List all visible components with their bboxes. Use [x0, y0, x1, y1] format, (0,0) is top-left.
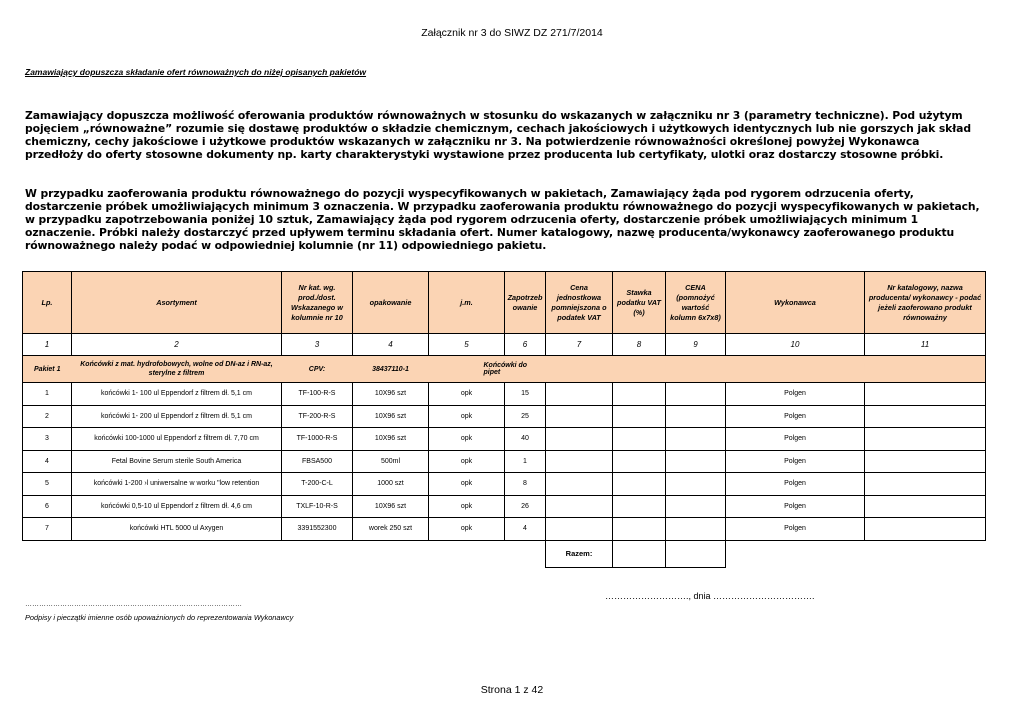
row-packaging: 500ml: [353, 450, 429, 473]
table-row: [23, 428, 986, 451]
header-cell: Asortyment: [72, 272, 282, 334]
row-asortyment: końcówki 0,5-10 ul Eppendorf z filtrem dł. 4,6 cm: [72, 495, 282, 518]
row-unit-price[interactable]: [546, 473, 613, 496]
package-empty-cell: [865, 356, 986, 383]
package-empty-cell: [546, 356, 613, 383]
row-unit: opk: [429, 383, 505, 406]
column-number: 11: [865, 334, 986, 356]
row-price[interactable]: [666, 383, 726, 406]
row-unit: opk: [429, 428, 505, 451]
row-catalog-number: 3391552300: [282, 518, 353, 541]
row-packaging: 10X96 szt: [353, 383, 429, 406]
row-contractor: Polgen: [726, 428, 865, 451]
row-catalog-number: FBSA500: [282, 450, 353, 473]
total-spacer: [726, 540, 986, 567]
row-quantity: 40: [505, 428, 546, 451]
total-price-cell[interactable]: [666, 540, 726, 567]
header-cell: Nr kat. wg. prod./dost. Wskazanego w kolumnie nr 10: [282, 272, 353, 334]
column-number: 4: [353, 334, 429, 356]
header-cell: Nr katalogowy, nazwa producenta/ wykonawcy - podać jeżeli zaoferowano produkt równoważny: [865, 272, 986, 334]
row-packaging: 1000 szt: [353, 473, 429, 496]
row-contractor: Polgen: [726, 518, 865, 541]
row-quantity: 8: [505, 473, 546, 496]
table-row: [23, 518, 986, 541]
samples-paragraph: W przypadku zaoferowania produktu równoważnego do pozycji wyspecyfikowanych w pakietach, Zamawiający żąda pod rygorem odrzucenia oferty, dostarczenie próbek umożliwiających minimum 3 oznaczenia. W przypadku zaoferowania produktu równoważnego do pozycji wyspecyfikowanych w pakietach, w przypadku zapotrzebowania poniżej 10 sztuk, Zamawiający żąda pod rygorem odrzucenia oferty, dostarczenie próbek umożliwiających minimum 1 oznaczenie. Próbki należy dostarczyć przed upływem terminu składania ofert. Numer katalogowy, nazwę producenta/wykonawcy zaoferowanego produktu równoważnego należy podać w odpowiedniej kolumnie (nr 11) odpowiedniego pakietu.: [25, 187, 980, 252]
column-number: 1: [23, 334, 72, 356]
row-equivalent-catalog[interactable]: [865, 405, 986, 428]
row-vat-rate[interactable]: [613, 405, 666, 428]
table-row: [23, 405, 986, 428]
header-cell: Stawka podatku VAT (%): [613, 272, 666, 334]
row-contractor: Polgen: [726, 383, 865, 406]
row-contractor: Polgen: [726, 495, 865, 518]
row-unit-price[interactable]: [546, 450, 613, 473]
package-row: [23, 356, 986, 383]
row-packaging: worek 250 szt: [353, 518, 429, 541]
package-empty-cell: [666, 356, 726, 383]
row-asortyment: końcówki 1- 100 ul Eppendorf z filtrem dł. 5,1 cm: [72, 383, 282, 406]
row-asortyment: końcówki 1- 200 ul Eppendorf z filtrem dł. 5,1 cm: [72, 405, 282, 428]
header-cell: Cena jednostkowa pomniejszona o podatek VAT: [546, 272, 613, 334]
header-cell: CENA (pomnożyć wartość kolumn 6x7x8): [666, 272, 726, 334]
row-catalog-number: T-200-C-L: [282, 473, 353, 496]
column-number-row: [23, 334, 986, 356]
row-equivalent-catalog[interactable]: [865, 473, 986, 496]
row-asortyment: końcówki HTL 5000 ul Axygen: [72, 518, 282, 541]
row-lp: 4: [23, 450, 72, 473]
row-lp: 3: [23, 428, 72, 451]
row-catalog-number: TXLF-10-R-S: [282, 495, 353, 518]
row-quantity: 4: [505, 518, 546, 541]
row-unit-price[interactable]: [546, 518, 613, 541]
total-row: [23, 540, 986, 567]
row-packaging: 10X96 szt: [353, 495, 429, 518]
row-vat-rate[interactable]: [613, 450, 666, 473]
row-lp: 5: [23, 473, 72, 496]
row-price[interactable]: [666, 495, 726, 518]
cpv-label: CPV:: [282, 356, 353, 383]
row-catalog-number: TF-200-R-S: [282, 405, 353, 428]
row-price[interactable]: [666, 473, 726, 496]
package-name: Końcówki z mat. hydrofobowych, wolne od DN-az i RN-az, sterylne z filtrem: [72, 356, 282, 383]
column-number: 2: [72, 334, 282, 356]
row-equivalent-catalog[interactable]: [865, 428, 986, 451]
row-asortyment: końcówki 1-200 ›l uniwersalne w worku "low retention: [72, 473, 282, 496]
row-vat-rate[interactable]: [613, 495, 666, 518]
row-price[interactable]: [666, 428, 726, 451]
header-cell: j.m.: [429, 272, 505, 334]
column-number: 3: [282, 334, 353, 356]
row-catalog-number: TF-100-R-S: [282, 383, 353, 406]
header-cell: Wykonawca: [726, 272, 865, 334]
row-packaging: 10X96 szt: [353, 428, 429, 451]
row-lp: 1: [23, 383, 72, 406]
row-vat-rate[interactable]: [613, 383, 666, 406]
row-vat-rate[interactable]: [613, 518, 666, 541]
row-equivalent-catalog[interactable]: [865, 495, 986, 518]
package-empty-cell: [726, 356, 865, 383]
page-number: Strona 1 z 42: [480, 684, 544, 696]
row-vat-rate[interactable]: [613, 428, 666, 451]
row-quantity: 25: [505, 405, 546, 428]
total-spacer: [23, 540, 546, 567]
package-empty-cell: [613, 356, 666, 383]
column-number: 5: [429, 334, 505, 356]
table-row: [23, 450, 986, 473]
signature-line: …………………………………………………………………………………: [25, 601, 242, 608]
row-unit-price[interactable]: [546, 428, 613, 451]
table-row: [23, 383, 986, 406]
row-unit-price[interactable]: [546, 383, 613, 406]
row-unit: opk: [429, 495, 505, 518]
row-vat-rate[interactable]: [613, 473, 666, 496]
total-label: Razem:: [546, 540, 613, 567]
row-quantity: 15: [505, 383, 546, 406]
row-unit-price[interactable]: [546, 405, 613, 428]
section-subheading: Zamawiający dopuszcza składanie ofert równoważnych do niżej opisanych pakietów: [25, 67, 367, 77]
table-row: [23, 495, 986, 518]
total-vat-cell: [613, 540, 666, 567]
row-catalog-number: TF-1000-R-S: [282, 428, 353, 451]
table-header-row: [23, 272, 986, 334]
row-quantity: 26: [505, 495, 546, 518]
column-number: 6: [505, 334, 546, 356]
row-equivalent-catalog[interactable]: [865, 450, 986, 473]
header-cell: Zapotrzebowanie: [505, 272, 546, 334]
row-equivalent-catalog[interactable]: [865, 383, 986, 406]
document-header-note: Załącznik nr 3 do SIWZ DZ 271/7/2014: [421, 27, 603, 39]
row-asortyment: końcówki 100-1000 ul Eppendorf z filtrem dł. 7,70 cm: [72, 428, 282, 451]
header-cell: opakowanie: [353, 272, 429, 334]
row-price[interactable]: [666, 405, 726, 428]
column-number: 10: [726, 334, 865, 356]
row-packaging: 10X96 szt: [353, 405, 429, 428]
row-unit: opk: [429, 450, 505, 473]
row-lp: 6: [23, 495, 72, 518]
signature-caption: Podpisy i pieczątki imienne osób upoważnionych do reprezentowania Wykonawcy: [25, 613, 294, 622]
row-equivalent-catalog[interactable]: [865, 518, 986, 541]
row-unit-price[interactable]: [546, 495, 613, 518]
column-number: 9: [666, 334, 726, 356]
package-category: Końcówki do pipet: [429, 356, 546, 383]
row-lp: 2: [23, 405, 72, 428]
row-contractor: Polgen: [726, 405, 865, 428]
row-price[interactable]: [666, 518, 726, 541]
row-lp: 7: [23, 518, 72, 541]
column-number: 7: [546, 334, 613, 356]
row-contractor: Polgen: [726, 450, 865, 473]
table-row: [23, 473, 986, 496]
header-cell: Lp.: [23, 272, 72, 334]
row-unit: opk: [429, 518, 505, 541]
cpv-code: 38437110-1: [353, 356, 429, 383]
row-unit: opk: [429, 405, 505, 428]
row-contractor: Polgen: [726, 473, 865, 496]
offer-table: [22, 271, 986, 568]
date-line: ………………………., dnia …………………………….: [605, 591, 815, 601]
column-number: 8: [613, 334, 666, 356]
equivalence-paragraph: Zamawiający dopuszcza możliwość oferowania produktów równoważnych w stosunku do wskazanych w załączniku nr 3 (parametry techniczne). Pod użytym pojęciem „równoważne” rozumie się dostawę produktów o składzie chemicznym, cechach jakościowych i użytkowych identycznych lub nie gorszych jak skład chemiczny, cechy jakościowe i użytkowe produktów wskazanych w załączniku nr 3. Na potwierdzenie równoważności określonej powyżej Wykonawca przedłoży do oferty stosowne dokumenty np. karty charakterystyki wystawione przez producenta lub certyfikaty, ulotki oraz dostarczy stosowne próbki.: [25, 109, 971, 161]
row-quantity: 1: [505, 450, 546, 473]
row-price[interactable]: [666, 450, 726, 473]
package-label: Pakiet 1: [23, 356, 72, 383]
row-asortyment: Fetal Bovine Serum sterile South America: [72, 450, 282, 473]
row-unit: opk: [429, 473, 505, 496]
